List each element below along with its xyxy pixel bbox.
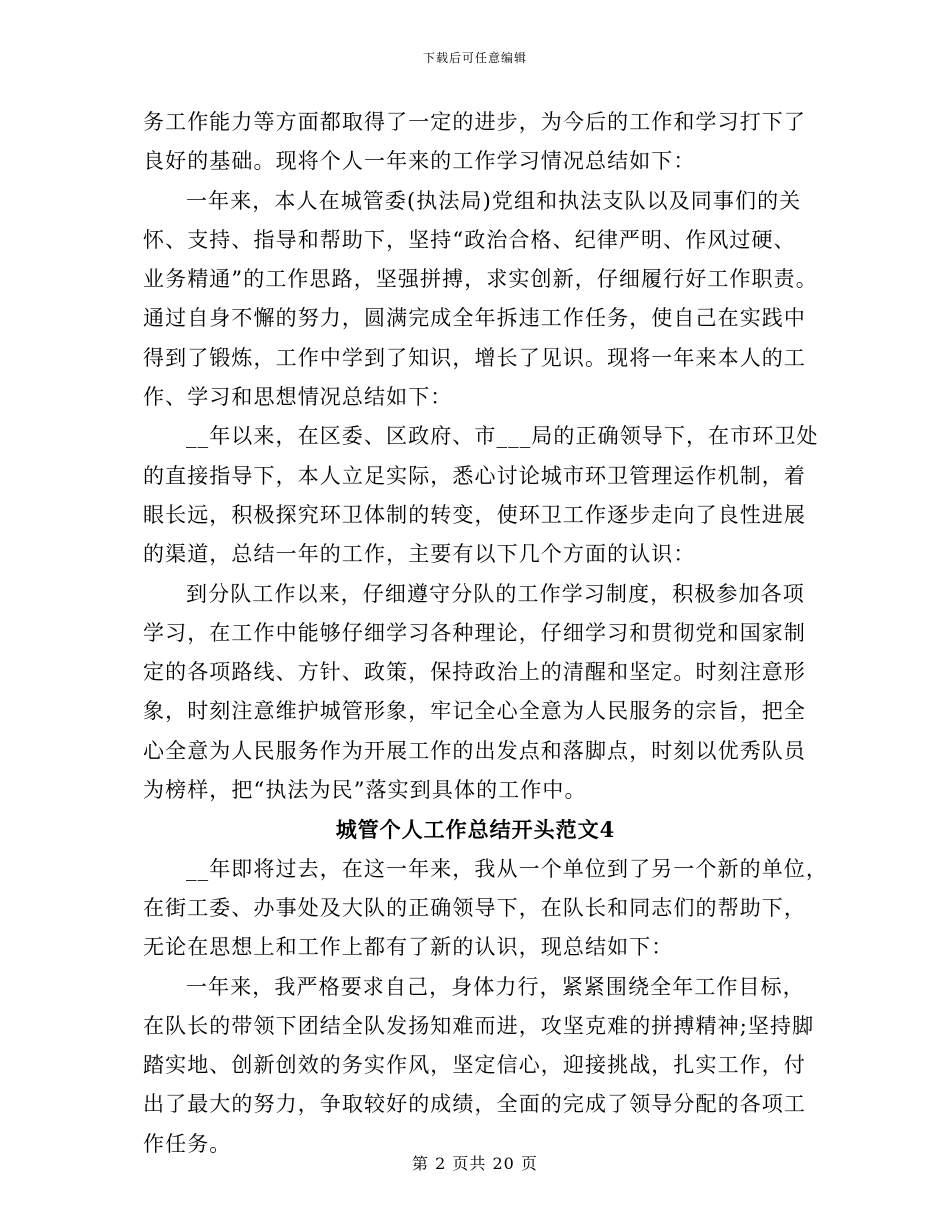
text-line: 一年来，我严格要求自己，身体力行，紧紧围绕全年工作目标， (186, 974, 805, 999)
text-line: 学习，在工作中能够仔细学习各种理论，仔细学习和贯彻党和国家制 (143, 620, 806, 645)
text-line: 作任务。 (143, 1131, 232, 1156)
text-line: 业务精通”的工作思路，坚强拼搏，求实创新，仔细履行好工作职责。 (143, 267, 818, 292)
text-line: 一年来，本人在城管委(执法局)党组和执法支队以及同事们的关 (186, 188, 802, 213)
text-line: 在队长的带领下团结全队发扬知难而进，攻坚克难的拼搏精神;坚持脚 (143, 1013, 815, 1038)
section-heading: 城管个人工作总结开头范文4 (335, 817, 616, 843)
text-line: 踏实地、创新创效的务实作风，坚定信心，迎接挑战，扎实工作，付 (143, 1053, 806, 1078)
text-line: 象，时刻注意维护城管形象，牢记全心全意为人民服务的宗旨，把全 (143, 699, 806, 724)
text-line: 心全意为人民服务作为开展工作的出发点和落脚点，时刻以优秀队员 (143, 738, 806, 763)
header-note: 下载后可任意编辑 (422, 51, 527, 65)
text-line: 得到了锻炼，工作中学到了知识，增长了见识。现将一年来本人的工 (143, 345, 806, 370)
document-body (143, 103, 828, 1164)
text-line: 良好的基础。现将个人一年来的工作学习情况总结如下： (143, 149, 696, 174)
text-line: 作、学习和思想情况总结如下： (143, 385, 453, 410)
text-line: 出了最大的努力，争取较好的成绩，全面的完成了领导分配的各项工 (143, 1092, 806, 1117)
text-line: __年即将过去，在这一年来，我从一个单位到了另一个新的单位， (186, 856, 828, 881)
page-number: 第 2 页共 20 页 (412, 1154, 538, 1173)
text-line: __年以来，在区委、区政府、市___局的正确领导下，在市环卫处 (186, 424, 819, 449)
text-line: 务工作能力等方面都取得了一定的进步，为今后的工作和学习打下了 (143, 110, 806, 134)
text-line: 为榜样，把“执法为民”落实到具体的工作中。 (143, 778, 587, 803)
text-line: 的渠道，总结一年的工作，主要有以下几个方面的认识： (143, 542, 696, 567)
text-line: 怀、支持、指导和帮助下，坚持“政治合格、纪律严明、作风过硬、 (143, 227, 796, 252)
text-line: 通过自身不懈的努力，圆满完成全年拆违工作任务，使自己在实践中 (143, 306, 806, 331)
text-line: 定的各项路线、方针、政策，保持政治上的清醒和坚定。时刻注意形 (143, 660, 806, 685)
text-line: 到分队工作以来，仔细遵守分队的工作学习制度，积极参加各项 (186, 581, 805, 606)
text-line: 的直接指导下，本人立足实际，悉心讨论城市环卫管理运作机制，着 (143, 463, 806, 488)
text-line: 无论在思想上和工作上都有了新的认识，现总结如下： (143, 935, 674, 960)
text-line: 眼长远，积极探究环卫体制的转变，使环卫工作逐步走向了良性进展 (143, 502, 806, 527)
text-line: 在街工委、办事处及大队的正确领导下，在队长和同志们的帮助下， (143, 895, 806, 920)
